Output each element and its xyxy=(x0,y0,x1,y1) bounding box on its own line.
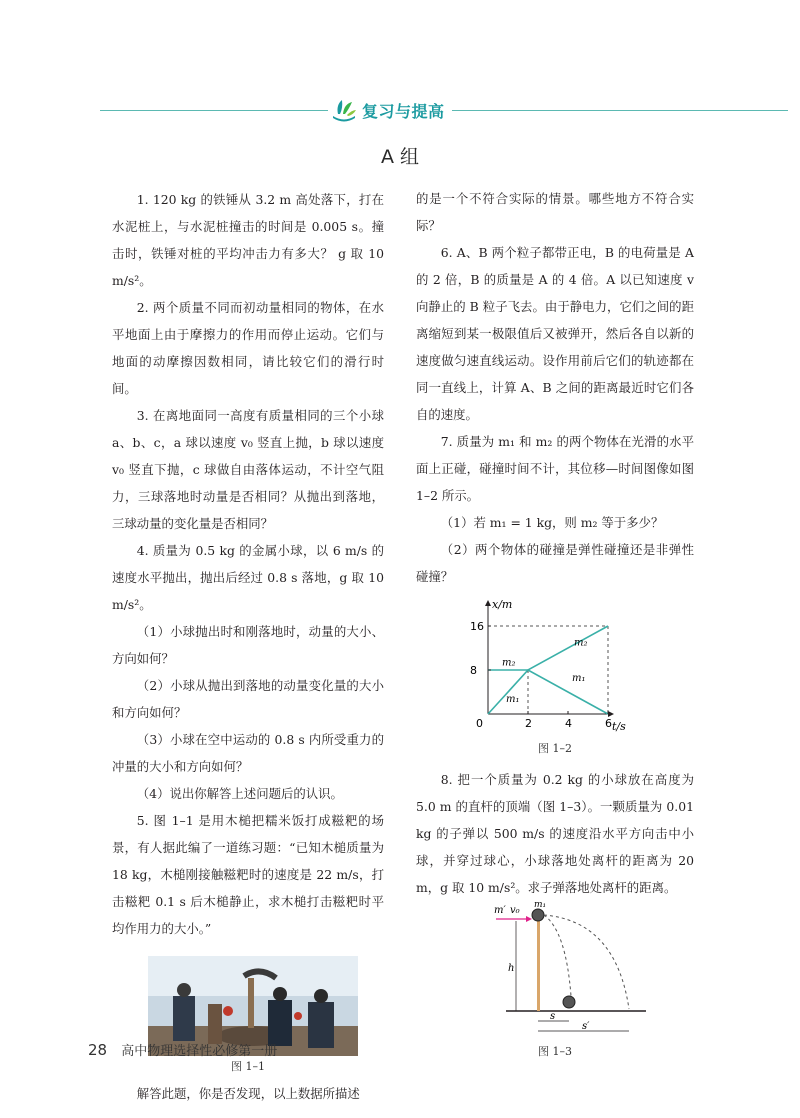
top-ball xyxy=(532,909,544,921)
question-4-part-4: （4）说出你解答上述问题后的认识。 xyxy=(136,786,343,801)
x-tick-label: 6 xyxy=(605,717,612,730)
question-2: 2. 两个质量不同而初动量相同的物体，在水平地面上由于摩擦力的作用而停止运动。它们与地面的动摩擦因数相同，请比较它们的滑行时间。 xyxy=(112,300,384,396)
question-5-continued: 解答此题，你是否发现，以上数据所描述 xyxy=(136,1086,360,1101)
ball-trajectory xyxy=(544,915,571,996)
x-axis-label: t/s xyxy=(612,720,626,733)
label-s-prime: s′ xyxy=(582,1021,590,1032)
bullet-arrowhead xyxy=(526,916,532,922)
question-1: 1. 120 kg 的铁锤从 3.2 m 高处落下，打在水泥桩上，与水泥桩撞击的时间是 0.005 s。撞击时，铁锤对桩的平均冲击力有多大？ g 取 10 m/s²。 xyxy=(112,192,384,288)
page-number: 28 xyxy=(88,1041,108,1059)
question-4-part-1: （1）小球抛出时和刚落地时，动量的大小、方向如何？ xyxy=(112,624,384,666)
x-tick-label: 4 xyxy=(565,717,572,730)
figure-1-2-caption: 图 1–2 xyxy=(538,742,572,755)
question-8: 8. 把一个质量为 0.2 kg 的小球放在高度为 5.0 m 的直杆的顶端（图 1–3）。一颗质量为 0.01 kg 的子弹以 500 m/s 的速度沿水平方向击中小球，并穿过球心，小球落地处离杆的距离为 20 m，g 取 10 m/s²。求子弹落地处离杆的距离。 xyxy=(416,772,694,895)
page-footer xyxy=(88,1040,277,1059)
label-s: s xyxy=(550,1011,556,1022)
question-4: 4. 质量为 0.5 kg 的金属小球，以 6 m/s 的速度水平抛出，抛出后经过 0.8 s 落地，g 取 10 m/s²。 xyxy=(112,543,384,612)
question-5: 5. 图 1–1 是用木槌把糯米饭打成糍粑的场景，有人据此编了一道练习题：“已知木槌质量为 18 kg，木槌刚接触糍粑时的速度是 22 m/s，打击糍粑 0.1 s 后木槌静止，求木槌打击糍粑时平均作用力的大小。” xyxy=(112,813,384,936)
question-5-end: 的是一个不符合实际的情景。哪些地方不符合实际？ xyxy=(416,191,694,233)
question-7: 7. 质量为 m₁ 和 m₂ 的两个物体在光滑的水平面上正碰，碰撞时间不计，其位移—时间图像如图 1–2 所示。 xyxy=(416,434,694,503)
y-axis-arrow xyxy=(485,600,491,606)
figure-1-3-diagram xyxy=(416,901,694,1041)
landed-ball xyxy=(563,996,575,1008)
question-7-part-1: （1）若 m₁ = 1 kg，则 m₂ 等于多少？ xyxy=(440,515,664,530)
section-leaf-icon xyxy=(330,96,358,124)
question-4-part-3: （3）小球在空中运动的 0.8 s 内所受重力的冲量的大小和方向如何？ xyxy=(112,732,384,774)
figure-1-3-caption: 图 1–3 xyxy=(538,1045,572,1058)
y-tick-label: 8 xyxy=(470,664,477,677)
label-height: h xyxy=(508,963,515,974)
question-6: 6. A、B 两个粒子都带正电，B 的电荷量是 A 的 2 倍，B 的质量是 A 的 4 倍。A 以已知速度 v 向静止的 B 粒子飞去。由于静电力，它们之间的距离缩短到某一极限值后又被弹开，然后各自以新的速度做匀速直线运动。设作用前后它们的轨迹都在同一直线上，计算 A、B 之间的距离最近时它们各自的速度。 xyxy=(416,245,694,422)
series-line-1 xyxy=(488,670,608,714)
figure-1-1-caption: 图 1–1 xyxy=(231,1060,265,1073)
question-7-part-2: （2）两个物体的碰撞是弹性碰撞还是非弹性碰撞？ xyxy=(416,542,694,584)
bullet-trajectory xyxy=(544,915,629,1009)
x-tick-label: 0 xyxy=(476,717,483,730)
header-rule-left xyxy=(100,110,328,111)
section-title: 复习与提高 xyxy=(362,102,445,121)
x-tick-label: 2 xyxy=(525,717,532,730)
label-bullet-speed: v₀ xyxy=(510,905,520,916)
y-tick-label: 16 xyxy=(470,620,484,633)
book-title: 高中物理选择性必修第一册 xyxy=(121,1044,278,1059)
series-label-m2-left: m₂ xyxy=(502,657,516,669)
question-4-part-2: （2）小球从抛出到落地的动量变化量的大小和方向如何？ xyxy=(112,678,384,720)
series-label-m1-right: m₁ xyxy=(572,673,586,684)
right-column xyxy=(416,185,694,1065)
series-label-m2-right: m₂ xyxy=(574,637,588,649)
group-title: A 组 xyxy=(380,146,420,168)
label-ball-mass: m₁ xyxy=(534,901,547,910)
question-3: 3. 在离地面同一高度有质量相同的三个小球 a、b、c，a 球以速度 v₀ 竖直上抛，b 球以速度 v₀ 竖直下抛，c 球做自由落体运动，不计空气阻力，三球落地时动量是否相同？从抛出到落地，三球动量的变化量是否相同？ xyxy=(112,408,384,531)
figure-1-2-chart xyxy=(416,590,694,738)
label-bullet-mass: m′ xyxy=(494,905,506,916)
pole xyxy=(537,921,540,1011)
header-rule-right xyxy=(452,110,788,111)
y-axis-label: x/m xyxy=(492,598,513,611)
series-label-m1-left: m₁ xyxy=(506,693,520,705)
left-column xyxy=(112,186,384,1107)
